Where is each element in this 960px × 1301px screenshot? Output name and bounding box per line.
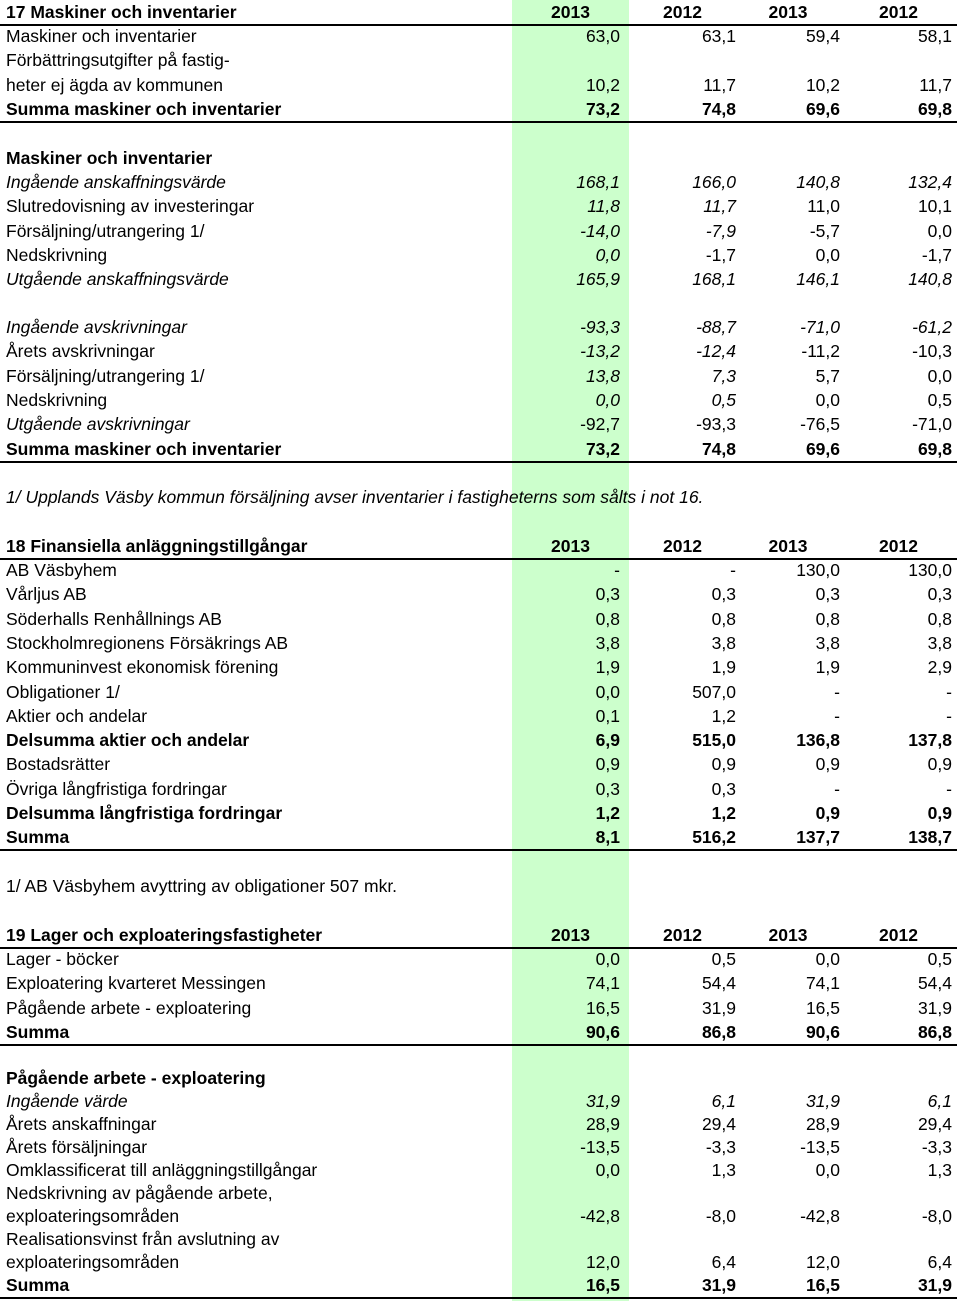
row-value: 168,1 (576, 172, 620, 192)
row-value: 0,0 (815, 949, 840, 969)
row-value: 136,8 (796, 730, 840, 751)
row-value: 0,8 (711, 608, 736, 629)
row-value: 0,0 (595, 949, 620, 969)
row-value: 0,8 (595, 608, 620, 629)
table-row (0, 388, 957, 412)
table-row (0, 704, 957, 728)
row-value: 0,0 (927, 365, 952, 386)
row-value: 0,9 (595, 754, 620, 775)
year-header: 2012 (879, 2, 918, 22)
row-value: 10,1 (917, 196, 952, 217)
row-value: 63,0 (585, 26, 620, 46)
row-value: 29,4 (917, 1114, 952, 1134)
row-value: 69,8 (917, 98, 952, 119)
row-value: 12,0 (805, 1252, 840, 1272)
row-value: 0,3 (815, 584, 840, 605)
row-value: 74,8 (701, 98, 736, 119)
row-label: Nedskrivning av pågående arbete, (6, 1183, 273, 1203)
row-value: 6,1 (711, 1091, 736, 1111)
table-row (0, 680, 957, 704)
table-row (0, 582, 957, 606)
row-value: 515,0 (692, 730, 736, 751)
row-value: -7,9 (705, 220, 736, 241)
table-row (0, 1158, 957, 1182)
row-value: 0,3 (595, 584, 620, 605)
row-value: -13,2 (580, 341, 620, 362)
row-value: 31,9 (805, 1091, 840, 1111)
row-value: -1,7 (921, 244, 952, 265)
row-label: Ingående värde (6, 1091, 128, 1111)
row-value: 10,2 (805, 74, 840, 95)
row-value: 12,0 (585, 1252, 620, 1272)
row-value: 16,5 (805, 997, 840, 1018)
row-value: 165,9 (576, 269, 620, 289)
row-label: Pågående arbete - exploatering (6, 997, 252, 1018)
row-value: 130,0 (796, 560, 840, 580)
row-label: AB Väsbyhem (6, 560, 117, 580)
row-label: Ingående anskaffningsvärde (6, 172, 226, 192)
row-value: 29,4 (701, 1114, 736, 1134)
row-value: -1,7 (705, 244, 736, 265)
table-row (0, 243, 957, 267)
row-value: 10,2 (585, 74, 620, 95)
year-header: 2013 (768, 925, 808, 945)
row-value: 73,2 (585, 98, 620, 119)
table-title: 19 Lager och exploateringsfastigheter (6, 925, 323, 945)
row-value: 74,1 (585, 973, 620, 994)
row-value: 11,7 (703, 196, 736, 217)
row-value: 86,8 (917, 1021, 952, 1042)
row-value: 90,6 (585, 1021, 620, 1042)
row-value: 138,7 (908, 827, 952, 848)
table-title: 17 Maskiner och inventarier (6, 2, 237, 22)
row-value: 140,8 (796, 172, 840, 192)
row-value: 516,2 (692, 827, 736, 848)
row-value: 0,0 (815, 244, 840, 265)
row-value: 0,9 (815, 754, 840, 775)
table-row (0, 48, 957, 72)
row-value: 6,1 (927, 1091, 952, 1111)
row-value: 1,9 (711, 657, 736, 678)
row-value: -13,5 (800, 1137, 840, 1157)
table-row (0, 1112, 957, 1136)
table-row (0, 24, 957, 48)
table-row (0, 170, 957, 194)
row-label: Maskiner och inventarier (6, 26, 197, 46)
table-row-label-line (0, 1181, 957, 1205)
year-header: 2013 (551, 2, 590, 22)
note-18-header (0, 534, 957, 560)
row-value: -92,7 (580, 414, 620, 434)
row-value: -93,3 (580, 317, 620, 337)
row-value: -10,3 (912, 341, 952, 362)
row-value: 6,9 (595, 730, 620, 751)
row-value: 3,8 (815, 632, 840, 653)
row-value: 31,9 (701, 997, 736, 1018)
row-label: Summa maskiner och inventarier (6, 98, 282, 119)
row-value: 74,8 (701, 439, 736, 459)
row-label: Försäljning/utrangering 1/ (6, 220, 205, 241)
row-value: -93,3 (696, 414, 736, 434)
row-value: 16,5 (805, 1275, 840, 1295)
table-row (0, 364, 957, 388)
row-value: 90,6 (805, 1021, 840, 1042)
row-value: 0,0 (927, 220, 952, 241)
row-value: 59,4 (805, 26, 840, 46)
row-value: 16,5 (585, 997, 620, 1018)
note-17-header (0, 0, 957, 26)
row-value: 0,5 (711, 949, 736, 969)
row-label: Ingående avskrivningar (6, 317, 187, 337)
row-value: - (946, 705, 952, 726)
row-value: 31,9 (917, 1275, 952, 1295)
row-label: Kommuninvest ekonomisk förening (6, 657, 279, 678)
row-label: Realisationsvinst från avslutning av (6, 1229, 280, 1249)
row-value: 7,3 (711, 365, 736, 386)
total-row (0, 1273, 957, 1299)
row-value: 69,6 (805, 439, 840, 459)
row-value: 11,7 (703, 74, 736, 95)
row-value: -14,0 (580, 220, 620, 241)
row-value: 11,0 (807, 196, 840, 217)
row-label: Årets avskrivningar (6, 341, 155, 362)
row-value: 3,8 (595, 632, 620, 653)
row-value: 5,7 (815, 365, 840, 386)
row-label: Förbättringsutgifter på fastig- (6, 50, 230, 71)
row-label: Årets försäljningar (6, 1137, 148, 1157)
row-label: Summa (6, 1275, 70, 1295)
row-label: exploateringsområden (6, 1252, 180, 1272)
row-value: 0,8 (927, 608, 952, 629)
table-row (0, 728, 957, 752)
row-value: 0,0 (815, 389, 840, 410)
year-header: 2012 (663, 2, 702, 22)
row-value: -71,0 (800, 317, 840, 337)
row-value: -42,8 (800, 1206, 840, 1226)
section-heading: Pågående arbete - exploatering (6, 1068, 266, 1088)
row-value: 0,0 (595, 389, 620, 410)
row-label: Nedskrivning (6, 244, 108, 265)
table-row (0, 752, 957, 776)
row-value: 28,9 (585, 1114, 620, 1134)
row-value: -71,0 (912, 414, 952, 434)
row-label: Nedskrivning (6, 389, 108, 410)
row-label: Summa (6, 827, 70, 848)
row-value: 0,8 (815, 608, 840, 629)
row-value: 69,6 (805, 98, 840, 119)
row-value: -13,5 (580, 1137, 620, 1157)
row-value: - (614, 560, 620, 580)
row-value: 0,5 (927, 389, 952, 410)
row-value: -8,0 (705, 1206, 736, 1226)
summary-total-row (0, 97, 957, 123)
row-value: 54,4 (701, 973, 736, 994)
row-value: -61,2 (912, 317, 952, 337)
row-value: 132,4 (908, 172, 952, 192)
row-label: Utgående avskrivningar (6, 414, 190, 434)
year-header: 2013 (768, 536, 808, 556)
table-row (0, 1135, 957, 1159)
row-value: 6,4 (711, 1252, 736, 1272)
row-value: 31,9 (701, 1275, 736, 1295)
row-value: 0,9 (815, 803, 840, 823)
row-label: Omklassificerat till anläggningstillgångar (6, 1160, 318, 1180)
section-heading: Maskiner och inventarier (6, 148, 213, 168)
row-label: heter ej ägda av kommunen (6, 74, 223, 95)
row-value: 0,3 (711, 778, 736, 799)
row-label: Försäljning/utrangering 1/ (6, 365, 205, 386)
row-value: 69,8 (917, 439, 952, 459)
table-row (0, 73, 957, 97)
row-label: Bostadsrätter (6, 754, 111, 775)
row-value: 0,0 (595, 681, 620, 702)
row-value: 1,2 (711, 705, 736, 726)
row-value: -3,3 (921, 1137, 952, 1157)
table-row (0, 1204, 957, 1228)
total-row (0, 437, 957, 463)
row-label: Summa (6, 1021, 70, 1042)
year-header: 2013 (551, 536, 590, 556)
table-row (0, 1089, 957, 1113)
table-row (0, 631, 957, 655)
row-value: - (730, 560, 736, 580)
table-row (0, 607, 957, 631)
row-label: Aktier och andelar (6, 705, 148, 726)
row-value: 86,8 (701, 1021, 736, 1042)
table-row (0, 219, 957, 243)
table-row (0, 777, 957, 801)
row-value: - (834, 681, 840, 702)
table-row (0, 825, 957, 851)
row-value: 3,8 (927, 632, 952, 653)
row-value: 0,1 (595, 705, 620, 726)
row-value: 8,1 (595, 827, 620, 848)
table-row (0, 1250, 957, 1274)
row-value: 54,4 (917, 973, 952, 994)
row-value: - (946, 681, 952, 702)
row-value: - (834, 705, 840, 726)
row-value: -76,5 (800, 414, 840, 434)
row-label: Exploatering kvarteret Messingen (6, 973, 266, 994)
row-label: Utgående anskaffningsvärde (6, 269, 229, 289)
row-value: -5,7 (809, 220, 840, 241)
note-19-header (0, 923, 957, 949)
table-row (0, 267, 957, 291)
row-label: Stockholmregionens Försäkrings AB (6, 632, 289, 653)
year-header: 2012 (663, 925, 702, 945)
row-value: 166,0 (692, 172, 736, 192)
table-row-label-line (0, 1227, 957, 1251)
row-value: 63,1 (701, 26, 736, 46)
row-value: 507,0 (692, 681, 736, 702)
row-value: 11,8 (587, 196, 620, 217)
row-value: 146,1 (796, 269, 840, 289)
table-row (0, 339, 957, 363)
year-header: 2012 (879, 536, 918, 556)
row-value: -11,2 (801, 341, 840, 362)
row-value: -3,3 (705, 1137, 736, 1157)
table-row (0, 996, 957, 1020)
row-label: Övriga långfristiga fordringar (6, 778, 227, 799)
row-value: 140,8 (908, 269, 952, 289)
table-row (0, 655, 957, 679)
table-row (0, 971, 957, 995)
row-value: 0,9 (927, 803, 952, 823)
row-value: 73,2 (585, 439, 620, 459)
row-value: 168,1 (692, 269, 736, 289)
row-value: - (946, 778, 952, 799)
year-header: 2013 (768, 2, 808, 22)
row-label: exploateringsområden (6, 1206, 180, 1226)
row-value: -42,8 (580, 1206, 620, 1226)
row-label: Årets anskaffningar (6, 1114, 157, 1134)
row-label: Lager - böcker (6, 949, 119, 969)
year-header: 2012 (879, 925, 918, 945)
table-title: 18 Finansiella anläggningstillgångar (6, 536, 308, 556)
row-value: 28,9 (805, 1114, 840, 1134)
row-value: 137,8 (908, 730, 952, 751)
row-label: Söderhalls Renhållnings AB (6, 608, 222, 629)
row-value: 130,0 (908, 560, 952, 580)
row-value: 1,2 (595, 803, 620, 823)
row-value: -88,7 (696, 317, 736, 337)
row-value: 0,0 (595, 244, 620, 265)
row-value: 11,7 (919, 74, 952, 95)
row-value: 58,1 (917, 26, 952, 46)
row-value: 0,0 (815, 1160, 840, 1180)
row-value: 1,9 (815, 657, 840, 678)
row-value: 3,8 (711, 632, 736, 653)
table-row (0, 194, 957, 218)
row-value: 13,8 (585, 365, 620, 386)
row-value: 31,9 (917, 997, 952, 1018)
row-label: Vårljus AB (6, 584, 87, 605)
row-value: 0,5 (927, 949, 952, 969)
row-value: 31,9 (585, 1091, 620, 1111)
table-row (0, 412, 957, 436)
row-value: -8,0 (921, 1206, 952, 1226)
row-value: 0,5 (711, 389, 736, 410)
total-row (0, 1020, 957, 1046)
row-value: 0,9 (927, 754, 952, 775)
year-header: 2012 (663, 536, 702, 556)
row-value: 0,3 (927, 584, 952, 605)
row-label: Delsumma långfristiga fordringar (6, 803, 283, 823)
footnote: 1/ AB Väsbyhem avyttring av obligationer 507 mkr. (6, 876, 398, 896)
row-value: -12,4 (696, 341, 736, 362)
table-row (0, 315, 957, 339)
row-value: 74,1 (805, 973, 840, 994)
row-value: 1,9 (595, 657, 620, 678)
row-value: 6,4 (927, 1252, 952, 1272)
row-label: Obligationer 1/ (6, 681, 120, 702)
row-value: 16,5 (585, 1275, 620, 1295)
row-value: 1,3 (711, 1160, 736, 1180)
row-value: 1,3 (927, 1160, 952, 1180)
row-value: 0,3 (711, 584, 736, 605)
footnote: 1/ Upplands Väsby kommun försäljning avser inventarier i fastigheterns som sålts i not 16. (6, 487, 704, 507)
row-value: 0,9 (711, 754, 736, 775)
table-row (0, 558, 957, 582)
row-value: 0,0 (595, 1160, 620, 1180)
row-value: 0,3 (595, 778, 620, 799)
row-value: - (834, 778, 840, 799)
row-value: 2,9 (927, 657, 952, 678)
row-value: 1,2 (711, 803, 736, 823)
row-label: Slutredovisning av investeringar (6, 196, 255, 217)
year-header: 2013 (551, 925, 590, 945)
row-label: Delsumma aktier och andelar (6, 730, 250, 751)
table-row (0, 947, 957, 971)
row-label: Summa maskiner och inventarier (6, 439, 282, 459)
table-row (0, 801, 957, 825)
row-value: 137,7 (796, 827, 840, 848)
